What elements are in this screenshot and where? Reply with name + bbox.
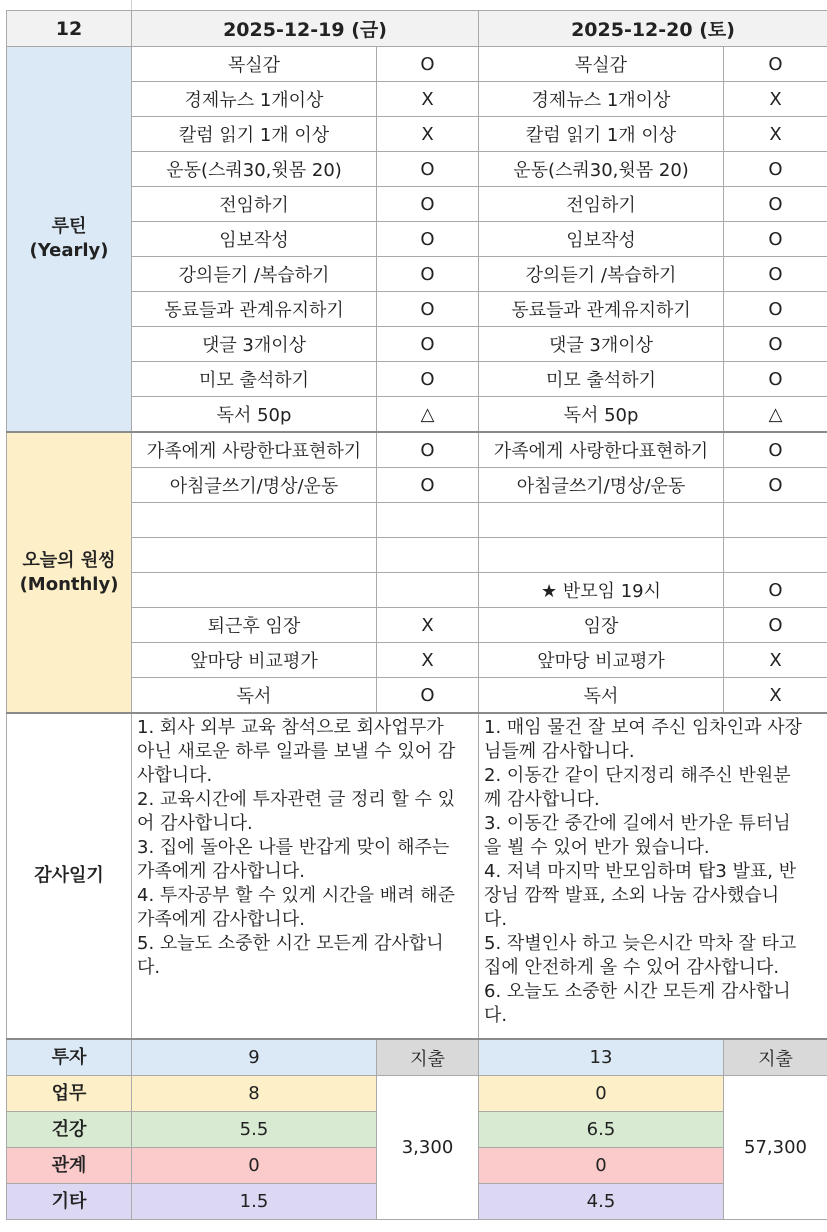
routine-task-day2[interactable]: 독서 50p [479, 397, 724, 433]
summary-hours-day2[interactable]: 6.5 [479, 1112, 724, 1148]
onething-label-period: (Monthly) [19, 573, 119, 595]
diary-line: 5. 오늘도 소중한 시간 모든게 감사합니 [137, 933, 444, 954]
routine-task-day1[interactable]: 전임하기 [132, 187, 377, 222]
routine-mark-day1[interactable]: X [377, 117, 479, 152]
onething-task-day1[interactable]: 독서 [132, 678, 377, 714]
summary-hours-day2[interactable]: 0 [479, 1148, 724, 1184]
onething-task-day1[interactable]: 앞마당 비교평가 [132, 643, 377, 678]
diary-line: 어 감사합니다. [137, 813, 253, 834]
onething-mark-day2[interactable]: X [724, 678, 827, 714]
routine-task-day1[interactable]: 독서 50p [132, 397, 377, 433]
onething-label-title: 오늘의 원씽 [22, 549, 116, 571]
diary-line: 님들께 감사합니다. [484, 741, 635, 762]
diary-line: 4. 투자공부 할 수 있게 시간을 배려 해준 [137, 885, 456, 906]
onething-task-day1[interactable] [132, 538, 377, 573]
diary-day2[interactable] [479, 713, 827, 1039]
diary-line: 4. 저녁 마지막 반모임하며 탑3 발표, 반 [484, 861, 797, 882]
diary-line: 아닌 새로운 하루 일과를 보낼 수 있어 감 [137, 741, 456, 762]
onething-task-day1[interactable]: 아침글쓰기/명상/운동 [132, 468, 377, 503]
routine-task-day2[interactable]: 댓글 3개이상 [479, 327, 724, 362]
routine-task-day2[interactable]: 미모 출석하기 [479, 362, 724, 397]
onething-task-day2[interactable]: 앞마당 비교평가 [479, 643, 724, 678]
onething-task-day2[interactable] [479, 503, 724, 538]
routine-task-day2[interactable]: 칼럼 읽기 1개 이상 [479, 117, 724, 152]
routine-task-day1[interactable]: 강의듣기 /복습하기 [132, 257, 377, 292]
diary-line: 1. 매임 물건 잘 보여 주신 임차인과 사장 [484, 717, 803, 738]
routine-mark-day2[interactable]: O [724, 222, 827, 257]
date-day1[interactable]: 2025-12-19 (금) [132, 11, 479, 47]
routine-mark-day1[interactable]: O [377, 327, 479, 362]
onething-mark-day1[interactable] [377, 573, 479, 608]
diary-line: 집에 안전하게 올 수 있어 감사합니다. [484, 957, 780, 978]
onething-mark-day1[interactable]: X [377, 643, 479, 678]
summary-hours-day1[interactable]: 5.5 [132, 1112, 377, 1148]
onething-label[interactable] [7, 432, 132, 713]
routine-task-day1[interactable]: 임보작성 [132, 222, 377, 257]
diary-row [7, 713, 827, 1039]
diary-line: 장님 깜짝 발표, 소외 나눔 감사했습니 [484, 885, 780, 906]
onething-mark-day1[interactable] [377, 503, 479, 538]
onething-mark-day2[interactable] [724, 503, 827, 538]
routine-task-day2[interactable]: 임보작성 [479, 222, 724, 257]
routine-mark-day2[interactable]: O [724, 47, 827, 82]
onething-task-day1[interactable] [132, 503, 377, 538]
routine-task-day2[interactable]: 동료들과 관계유지하기 [479, 292, 724, 327]
onething-mark-day1[interactable]: X [377, 608, 479, 643]
routine-mark-day1[interactable]: O [377, 152, 479, 187]
summary-category-label[interactable]: 업무 [7, 1076, 132, 1112]
routine-task-day2[interactable]: 경제뉴스 1개이상 [479, 82, 724, 117]
diary-line: 을 뵐 수 있어 반가 웠습니다. [484, 837, 710, 858]
week-number[interactable]: 12 [7, 11, 132, 47]
onething-mark-day1[interactable] [377, 538, 479, 573]
routine-label[interactable] [7, 47, 132, 433]
summary-hours-day1[interactable]: 1.5 [132, 1184, 377, 1220]
onething-task-day1[interactable] [132, 573, 377, 608]
summary-category-label[interactable]: 기타 [7, 1184, 132, 1220]
diary-line: 께 감사합니다. [484, 789, 600, 810]
routine-label-period: (Yearly) [29, 240, 109, 261]
daily-check-sheet [6, 10, 827, 1220]
diary-line: 3. 집에 돌아온 나를 반갑게 맞이 해주는 [137, 837, 450, 858]
onething-task-day2[interactable]: 독서 [479, 678, 724, 714]
onething-task-day1[interactable]: 퇴근후 임장 [132, 608, 377, 643]
routine-mark-day1[interactable]: O [377, 257, 479, 292]
onething-mark-day2[interactable] [724, 538, 827, 573]
diary-line: 3. 이동간 중간에 길에서 반가운 튜터님 [484, 813, 791, 834]
diary-label[interactable]: 감사일기 [7, 713, 132, 1039]
routine-mark-day2[interactable]: △ [724, 397, 827, 433]
diary-line: 2. 교육시간에 투자관련 글 정리 할 수 있 [137, 789, 456, 810]
onething-task-day1[interactable]: 가족에게 사랑한다표현하기 [132, 432, 377, 468]
routine-task-day1[interactable]: 댓글 3개이상 [132, 327, 377, 362]
summary-category-label[interactable]: 투자 [7, 1039, 132, 1076]
routine-task-day2[interactable]: 강의듣기 /복습하기 [479, 257, 724, 292]
diary-line: 다. [137, 957, 161, 978]
routine-mark-day2[interactable]: O [724, 362, 827, 397]
onething-mark-day2[interactable]: X [724, 643, 827, 678]
onething-mark-day2[interactable]: O [724, 573, 827, 608]
summary-hours-day1[interactable]: 9 [132, 1039, 377, 1076]
diary-line: 2. 이동간 같이 단지정리 해주신 반원분 [484, 765, 791, 786]
onething-task-day2[interactable]: 아침글쓰기/명상/운동 [479, 468, 724, 503]
summary-hours-day2[interactable]: 13 [479, 1039, 724, 1076]
column-divider [131, 0, 132, 10]
top-strip [0, 0, 827, 10]
diary-line: 5. 작별인사 하고 늦은시간 막차 잘 타고 [484, 933, 797, 954]
onething-mark-day1[interactable]: O [377, 468, 479, 503]
summary-category-label[interactable]: 건강 [7, 1112, 132, 1148]
routine-task-day2[interactable]: 전임하기 [479, 187, 724, 222]
expense-value-day2[interactable]: 57,300 [724, 1076, 827, 1220]
routine-mark-day2[interactable]: O [724, 292, 827, 327]
routine-mark-day2[interactable]: O [724, 152, 827, 187]
onething-task-day2[interactable] [479, 538, 724, 573]
expense-header-day2[interactable]: 지출 [724, 1039, 827, 1076]
routine-mark-day1[interactable]: △ [377, 397, 479, 433]
diary-line: 가족에게 감사합니다. [137, 861, 305, 882]
routine-mark-day2[interactable]: O [724, 257, 827, 292]
routine-mark-day2[interactable]: O [724, 187, 827, 222]
routine-task-day1[interactable]: 운동(스쿼30,윗몸 20) [132, 152, 377, 187]
routine-task-day2[interactable]: 운동(스쿼30,윗몸 20) [479, 152, 724, 187]
summary-hours-day1[interactable]: 0 [132, 1148, 377, 1184]
diary-line: 사합니다. [137, 765, 213, 786]
routine-task-day1[interactable]: 칼럼 읽기 1개 이상 [132, 117, 377, 152]
routine-mark-day1[interactable]: O [377, 47, 479, 82]
routine-mark-day1[interactable]: X [377, 82, 479, 117]
onething-task-day2[interactable]: ★ 반모임 19시 [479, 573, 724, 608]
diary-line: 1. 회사 외부 교육 참석으로 회사업무가 [137, 717, 444, 738]
diary-line: 가족에게 감사합니다. [137, 909, 305, 930]
diary-line: 다. [484, 909, 508, 930]
summary-category-label[interactable]: 관계 [7, 1148, 132, 1184]
date-day2[interactable]: 2025-12-20 (토) [479, 11, 827, 47]
onething-mark-day1[interactable]: O [377, 678, 479, 714]
onething-mark-day2[interactable]: O [724, 468, 827, 503]
onething-mark-day2[interactable]: O [724, 608, 827, 643]
onething-row [7, 432, 827, 468]
routine-task-day1[interactable]: 미모 출석하기 [132, 362, 377, 397]
onething-mark-day2[interactable]: O [724, 432, 827, 468]
routine-row [7, 47, 827, 82]
diary-day1[interactable] [132, 713, 479, 1039]
routine-mark-day2[interactable]: X [724, 82, 827, 117]
summary-hours-day2[interactable]: 0 [479, 1076, 724, 1112]
routine-mark-day1[interactable]: O [377, 222, 479, 257]
routine-mark-day1[interactable]: O [377, 292, 479, 327]
routine-task-day1[interactable]: 목실감 [132, 47, 377, 82]
onething-task-day2[interactable]: 가족에게 사랑한다표현하기 [479, 432, 724, 468]
routine-mark-day1[interactable]: O [377, 187, 479, 222]
summary-row [7, 1039, 827, 1076]
routine-mark-day1[interactable]: O [377, 362, 479, 397]
summary-row [7, 1076, 827, 1112]
onething-task-day2[interactable]: 임장 [479, 608, 724, 643]
routine-task-day1[interactable]: 경제뉴스 1개이상 [132, 82, 377, 117]
diary-line: 6. 오늘도 소중한 시간 모든게 감사합니 [484, 981, 791, 1002]
routine-mark-day2[interactable]: X [724, 117, 827, 152]
routine-task-day2[interactable]: 목실감 [479, 47, 724, 82]
routine-label-title: 루틴 [51, 216, 87, 237]
routine-task-day1[interactable]: 동료들과 관계유지하기 [132, 292, 377, 327]
expense-value-day1[interactable]: 3,300 [377, 1076, 479, 1220]
onething-mark-day1[interactable]: O [377, 432, 479, 468]
diary-line: 다. [484, 1005, 508, 1026]
header-row [7, 11, 827, 47]
routine-mark-day2[interactable]: O [724, 327, 827, 362]
summary-hours-day2[interactable]: 4.5 [479, 1184, 724, 1220]
summary-hours-day1[interactable]: 8 [132, 1076, 377, 1112]
expense-header-day1[interactable]: 지출 [377, 1039, 479, 1076]
